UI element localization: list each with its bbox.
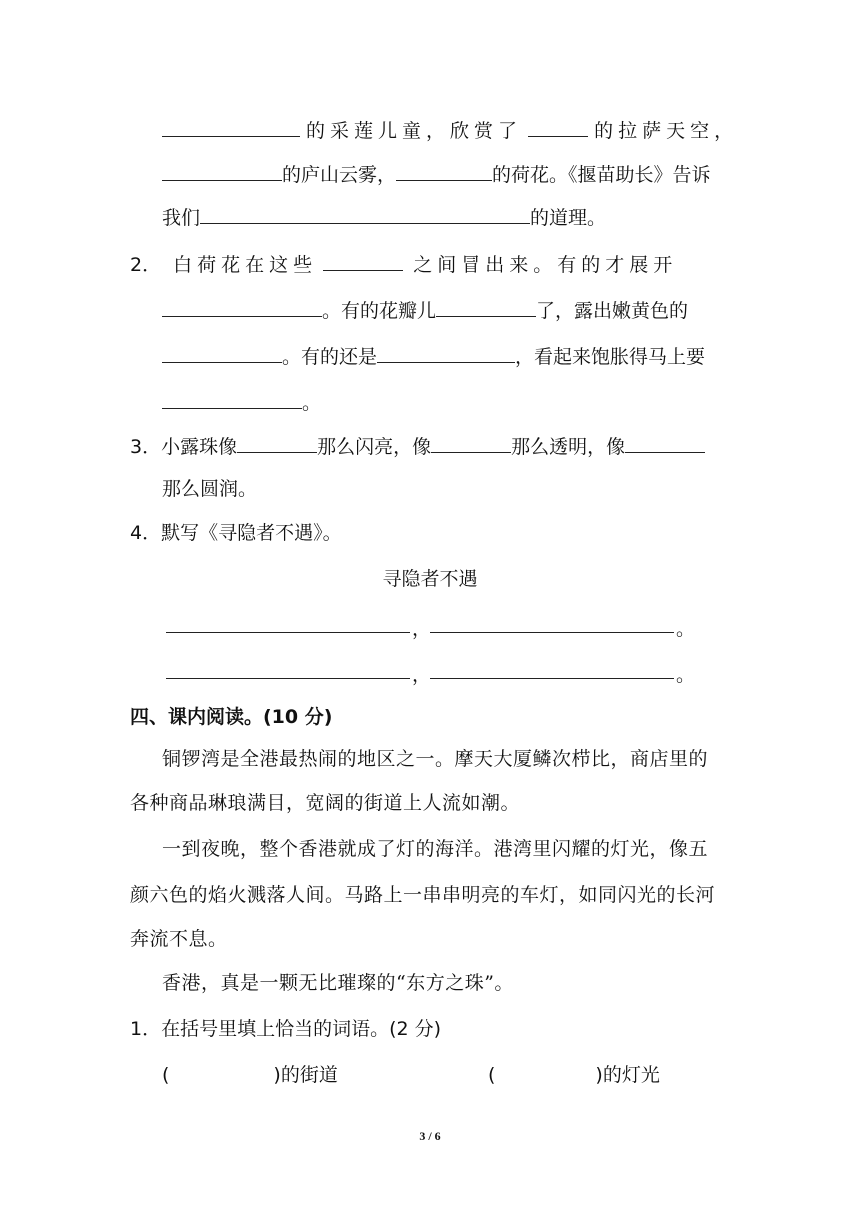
text: )的灯光 [595,1064,660,1086]
text: 默写《寻隐者不遇》。 [161,522,342,544]
poem-title: 寻隐者不遇 [382,568,478,590]
question-2-line-3 [162,342,705,370]
poem-answer-line[interactable] [166,612,410,633]
passage-line: 铜锣湾是全港最热闹的地区之一。摩天大厦鳞次栉比，商店里的 [162,748,709,770]
comma: ， [412,664,432,686]
text: 我们 [162,207,201,229]
answer-blank[interactable] [436,296,536,317]
comma: ， [412,618,432,640]
paren-open: ( [488,1064,496,1086]
answer-blank[interactable] [431,432,511,453]
text: )的街道 [273,1064,338,1086]
answer-blank[interactable] [377,342,515,363]
answer-blank[interactable] [237,432,317,453]
prev-question-line-2 [162,160,711,188]
text: 的庐山云雾， [282,164,397,186]
text: 的采莲儿童，欣赏了 [306,120,523,142]
answer-blank[interactable] [162,342,282,363]
text: 那么透明，像 [511,436,626,458]
poem-answer-line[interactable] [166,658,410,679]
answer-blank[interactable] [162,296,322,317]
question-number: 4． [130,522,162,544]
text: ，看起来饱胀得马上要 [515,346,706,368]
answer-blank[interactable] [528,116,588,137]
question-3-line-2 [162,476,257,502]
text: 。 [302,392,322,414]
text: 的拉萨天空， [594,120,739,142]
text: 的道理。 [530,207,607,229]
answer-blank[interactable] [396,160,492,181]
period: 。 [676,618,696,640]
text: 了，露出嫩黄色的 [536,300,689,322]
answer-blank[interactable] [162,160,282,181]
poem-answer-line[interactable] [430,612,674,633]
text: 之间冒出来。有的才展开 [413,254,678,276]
passage-line: 香港，真是一颗无比璀璨的“东方之珠”。 [162,972,514,994]
section-heading: 四、课内阅读。(10 分) [130,706,333,728]
answer-blank[interactable] [323,250,403,271]
prev-question-line-1 [162,116,738,144]
question-number: 2． [130,254,162,276]
reading-question-1 [130,1016,441,1042]
passage-line: 奔流不息。 [130,928,228,950]
question-2-line-1 [130,250,677,278]
poem-answer-line[interactable] [430,658,674,679]
fill-right [488,1062,660,1088]
text: 在括号里填上恰当的词语。(2 分) [161,1018,442,1040]
text: 的荷花。《揠苗助长》告诉 [492,164,711,186]
text: 白荷花在这些 [173,254,318,276]
text: 小露珠像 [161,436,238,458]
passage-line: 颜六色的焰火溅落人间。马路上一串串明亮的车灯，如同闪光的长河 [130,884,716,906]
answer-blank[interactable] [200,203,530,224]
text: 。有的还是 [282,346,378,368]
period: 。 [676,664,696,686]
prev-question-line-3 [162,203,606,231]
text: 那么圆润。 [162,478,258,500]
text: 那么闪亮，像 [317,436,432,458]
answer-blank[interactable] [162,388,302,409]
answer-blank[interactable] [162,116,300,137]
answer-blank[interactable] [625,432,705,453]
question-3-line-1 [130,432,705,460]
question-4 [130,520,342,546]
question-number: 1． [130,1018,162,1040]
passage-line: 一到夜晚，整个香港就成了灯的海洋。港湾里闪耀的灯光，像五 [162,838,709,860]
page-number: 3 / 6 [419,1129,441,1143]
passage-line: 各种商品琳琅满目，宽阔的街道上人流如潮。 [130,792,521,814]
question-number: 3． [130,436,162,458]
fill-left [162,1062,338,1088]
question-2-line-2 [162,296,688,324]
paren-open: ( [162,1064,170,1086]
question-2-line-4 [162,388,321,416]
text: 。有的花瓣儿 [322,300,437,322]
